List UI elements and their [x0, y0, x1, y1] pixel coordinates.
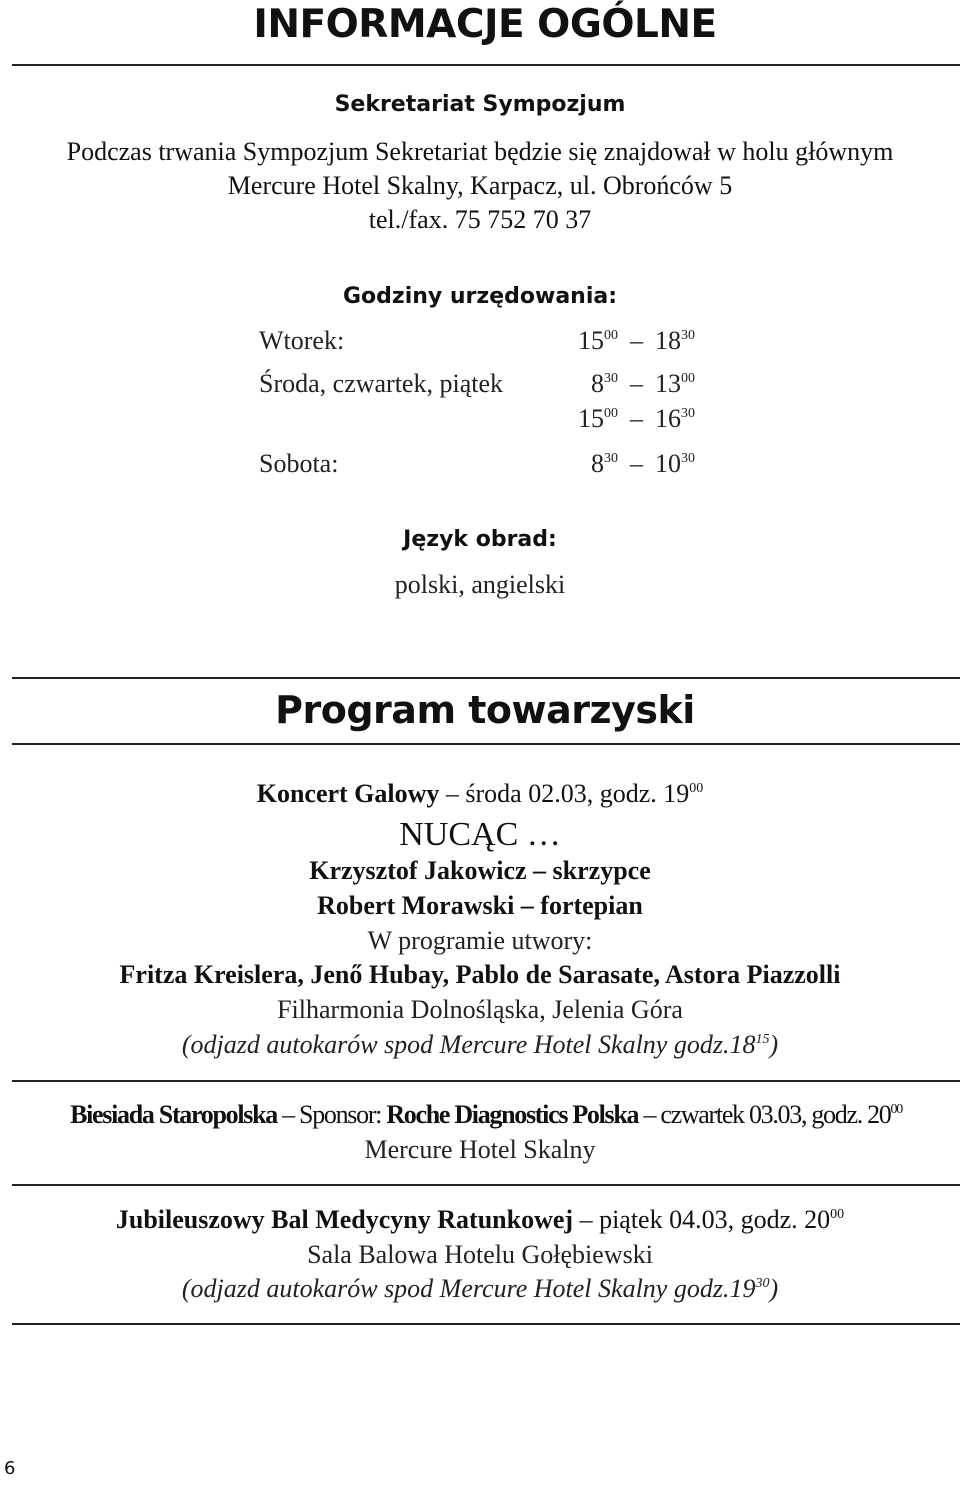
ball-bus-note: (odjazd autokarów spod Mercure Hotel Skalny $godz.19^{30}$) [181, 1274, 779, 1303]
title-divider [12, 64, 960, 66]
ball-divider [12, 1184, 960, 1186]
concert-bus-note: (odjazd autokarów spod Mercure Hotel Skalny $godz.18^{15}$) [181, 1030, 779, 1059]
secretariat-line-1: Podczas trwania Sympozjum Sekretariat będzie się znajdował w holu głównym [66, 137, 894, 166]
hours-range-saturday: $8^{30} - 10^{30}$ [591, 449, 695, 478]
concert-composers: Fritza Kreislera, Jenő Hubay, Pablo de Sarasate, Astora Piazzolli [119, 960, 841, 989]
concert-performer-1: Krzysztof Jakowicz – skrzypce [309, 856, 651, 885]
feast-divider [12, 1080, 960, 1082]
program-title: Program towarzyski [275, 688, 695, 732]
concert-program-intro: W programie utwory: [367, 926, 593, 955]
feast-heading: Biesiada Staropolska – Sponsor: Roche Diagnostics Polska – czwartek 03.03, godz. $20^{00}$ [70, 1100, 902, 1129]
bottom-divider [12, 1323, 960, 1325]
ball-venue: Sala Balowa Hotelu Gołębiewski [307, 1240, 653, 1269]
concert-subtitle: NUCĄC … [399, 816, 561, 853]
concert-heading: Koncert Galowy – środa 02.03, godz. $19^{00}$ [256, 779, 704, 808]
program-divider-bottom [12, 743, 960, 745]
secretariat-line-2: Mercure Hotel Skalny, Karpacz, ul. Obrońców 5 [227, 171, 733, 200]
secretariat-heading: Sekretariat Sympozjum [334, 92, 626, 117]
hours-range-wed-fri-1: $8^{30} - 13^{00}$ [591, 369, 695, 398]
feast-venue: Mercure Hotel Skalny [364, 1135, 596, 1164]
hours-range-wed-fri-2: $15^{00} - 16^{30}$ [578, 404, 695, 433]
concert-venue: Filharmonia Dolnośląska, Jelenia Góra [277, 995, 683, 1024]
language-heading: Język obrad: [403, 527, 557, 552]
hours-from: $15^{00}$ [578, 326, 618, 355]
secretariat-phone: tel./fax. 75 752 70 37 [368, 205, 592, 234]
hours-day-saturday: Sobota: [259, 449, 339, 478]
program-divider-top [12, 677, 960, 679]
concert-performer-2: Robert Morawski – fortepian [317, 891, 643, 920]
language-value: polski, angielski [394, 570, 566, 599]
page-title: INFORMACJE OGÓLNE [253, 2, 717, 47]
hours-range-tuesday: $15^{00} - 18^{30}$ [578, 326, 695, 355]
hours-heading: Godziny urzędowania: [342, 284, 618, 309]
hours-day-wed-fri: Środa, czwartek, piątek [259, 369, 504, 398]
page-number: 6 [4, 1458, 16, 1479]
hours-to: $18^{30}$ [655, 326, 695, 355]
hours-day-tuesday: Wtorek: [259, 326, 345, 355]
ball-heading: Jubileuszowy Bal Medycyny Ratunkowej – piątek 04.03, godz. $20^{00}$ [115, 1205, 845, 1234]
